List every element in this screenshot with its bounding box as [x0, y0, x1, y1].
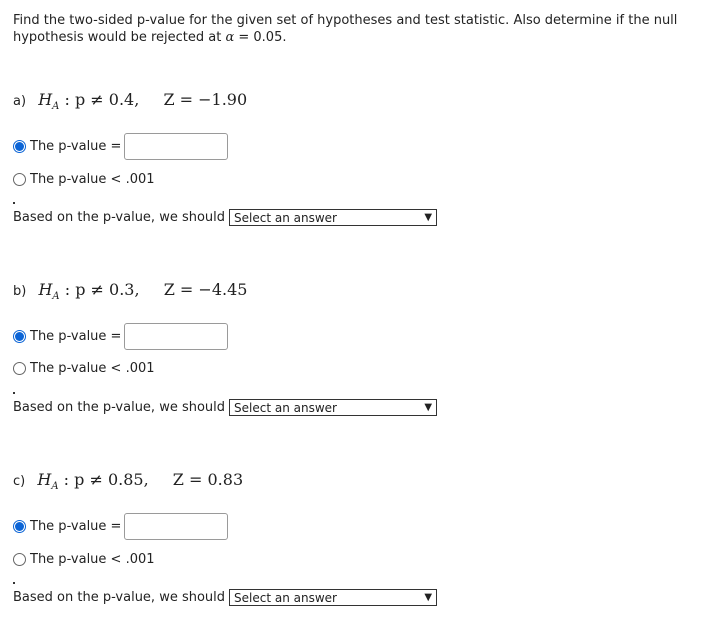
hypothesis-symbol: H: [37, 470, 52, 489]
decision-select-value: Select an answer: [234, 400, 337, 415]
radio-pvalue-small[interactable]: [13, 362, 26, 375]
hypothesis-statement: : p ≠ 0.3,: [59, 280, 140, 299]
intro-line1: Find the two-sided p-value for the given set of hypotheses and test statistic. Also determine if the null: [13, 13, 678, 28]
decision-select-value: Select an answer: [234, 590, 337, 605]
radio-pvalue-selected[interactable]: [13, 520, 26, 533]
decision-select-value: Select an answer: [234, 210, 337, 225]
radio-pvalue-small[interactable]: [13, 173, 26, 186]
radio-small-row[interactable]: [13, 169, 155, 189]
z-statistic: Z = −4.45: [163, 280, 248, 299]
radio-small-label: The p-value < .001: [30, 551, 155, 567]
part-letter: a): [13, 94, 27, 109]
decision-label: Based on the p-value, we should: [13, 400, 226, 415]
radio-pvalue-row[interactable]: [13, 136, 228, 156]
separator-dot: [13, 392, 15, 394]
hypothesis-statement: : p ≠ 0.4,: [59, 90, 140, 109]
hypothesis-statement: : p ≠ 0.85,: [58, 470, 149, 489]
separator-dot: [13, 202, 15, 204]
separator-dot: [13, 582, 15, 584]
radio-pvalue-selected[interactable]: [13, 330, 26, 343]
pvalue-input[interactable]: [124, 513, 228, 540]
part-letter: b): [13, 284, 27, 299]
z-statistic: Z = 0.83: [172, 470, 244, 489]
decision-row: [13, 589, 437, 606]
decision-label: Based on the p-value, we should: [13, 590, 226, 605]
radio-pvalue-label: The p-value =: [30, 138, 122, 154]
decision-label: Based on the p-value, we should: [13, 210, 226, 225]
z-statistic: Z = −1.90: [163, 90, 248, 109]
chevron-down-icon: ▼: [424, 592, 433, 603]
hypothesis-c: [13, 470, 243, 492]
hypothesis-symbol: H: [38, 280, 53, 299]
decision-row: [13, 209, 437, 226]
radio-small-label: The p-value < .001: [30, 360, 155, 376]
radio-pvalue-row[interactable]: [13, 516, 228, 536]
radio-small-label: The p-value < .001: [30, 171, 155, 187]
decision-select[interactable]: [229, 589, 437, 606]
hypothesis-a: [13, 90, 247, 112]
alpha-symbol: α: [225, 30, 235, 45]
decision-row: [13, 399, 437, 416]
pvalue-input[interactable]: [124, 133, 228, 160]
hypothesis-subscript: A: [52, 291, 60, 303]
decision-select[interactable]: [229, 399, 437, 416]
radio-pvalue-selected[interactable]: [13, 140, 26, 153]
pvalue-input[interactable]: [124, 323, 228, 350]
radio-pvalue-label: The p-value =: [30, 518, 122, 534]
decision-select[interactable]: [229, 209, 437, 226]
chevron-down-icon: ▼: [424, 402, 433, 413]
radio-pvalue-label: The p-value =: [30, 328, 122, 344]
hypothesis-subscript: A: [52, 101, 60, 113]
radio-pvalue-row[interactable]: [13, 326, 228, 346]
radio-small-row[interactable]: [13, 549, 155, 569]
radio-pvalue-small[interactable]: [13, 553, 26, 566]
part-letter: c): [13, 474, 26, 489]
chevron-down-icon: ▼: [424, 212, 433, 223]
hypothesis-subscript: A: [51, 481, 59, 493]
intro-line2-suffix: = 0.05.: [234, 30, 287, 45]
hypothesis-symbol: H: [38, 90, 53, 109]
radio-small-row[interactable]: [13, 358, 155, 378]
hypothesis-b: [13, 280, 247, 302]
intro-line2-prefix: hypothesis would be rejected at: [13, 30, 226, 45]
question-intro: [13, 12, 693, 46]
